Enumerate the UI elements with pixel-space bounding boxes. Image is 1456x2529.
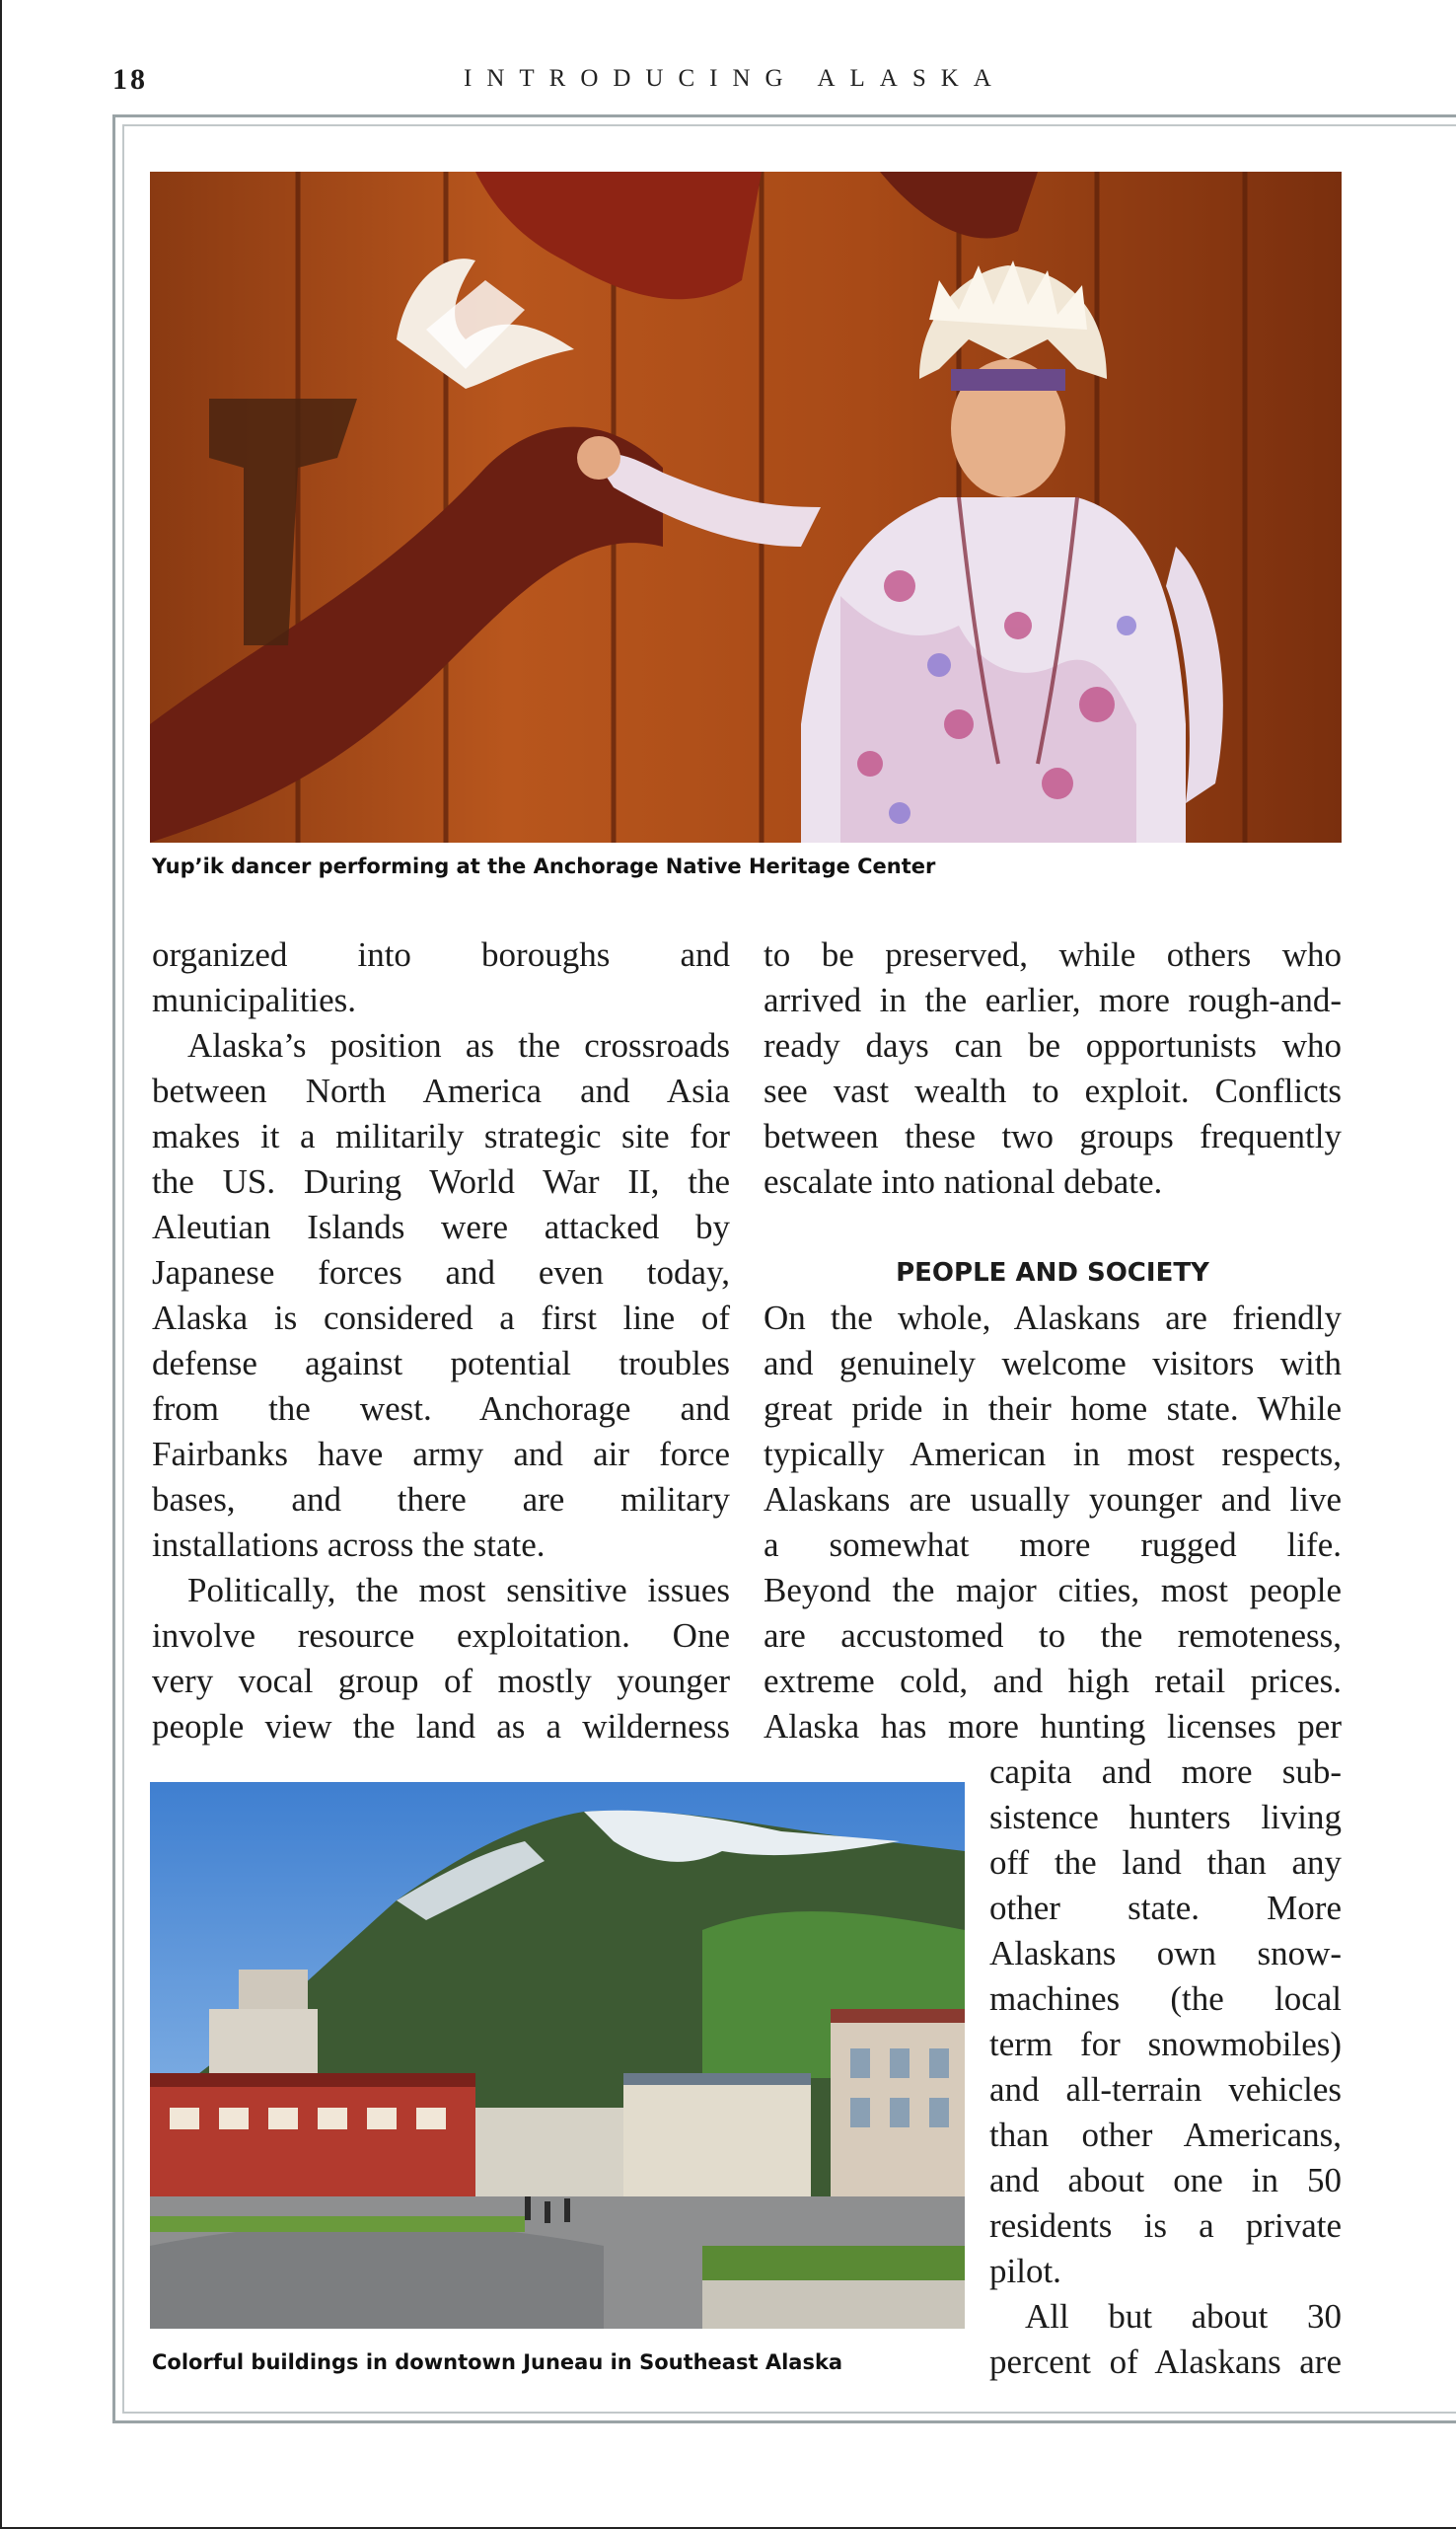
caption-dancer: Yup’ik dancer performing at the Anchorage Native Heritage Center [152, 855, 936, 878]
text-line: term for snowmobiles) [989, 2025, 1342, 2063]
text-line: defense against potential troubles [152, 1344, 730, 1382]
text-line: Fairbanks have army and air force [152, 1435, 730, 1473]
running-title: INTRODUCING ALASKA [464, 65, 1006, 92]
text-line: Beyond the major cities, most people [764, 1571, 1342, 1609]
text-line: other state. More [989, 1889, 1342, 1927]
text-line: organized into boroughs and [152, 935, 730, 974]
dancer-illustration [150, 172, 1342, 843]
text-line: extreme cold, and high retail prices. [764, 1662, 1342, 1700]
text-line: from the west. Anchorage and [152, 1389, 730, 1428]
text-line: makes it a militarily strategic site for [152, 1117, 730, 1155]
section-heading: PEOPLE AND SOCIETY [896, 1258, 1209, 1288]
text-line: and all-terrain vehicles [989, 2070, 1342, 2109]
text-line: see vast wealth to exploit. Conflicts [764, 1072, 1342, 1110]
text-line: between these two groups frequently [764, 1117, 1342, 1155]
text-line: Aleutian Islands were attacked by [152, 1208, 730, 1246]
photo-yupik-dancer [150, 172, 1342, 843]
text-line: between North America and Asia [152, 1072, 730, 1110]
running-head [0, 55, 1456, 105]
text-line: to be preserved, while others who [764, 935, 1342, 974]
page-number: 18 [112, 63, 148, 96]
text-line: bases, and there are military [152, 1480, 730, 1519]
text-line: great pride in their home state. While [764, 1389, 1342, 1428]
text-line: and genuinely welcome visitors with [764, 1344, 1342, 1382]
blank-line [764, 1205, 1342, 1250]
photo-juneau-downtown [150, 1782, 965, 2329]
text-line: sistence hunters living [989, 1798, 1342, 1836]
text-line: Alaska is considered a first line of [152, 1299, 730, 1337]
text-line: people view the land as a wilderness [152, 1707, 730, 1746]
text-line: and about one in 50 [989, 2161, 1342, 2199]
text-line: very vocal group of mostly younger [152, 1662, 730, 1700]
juneau-illustration [150, 1782, 965, 2329]
text-line: Alaskans are usually younger and live [764, 1480, 1342, 1519]
text-line: off the land than any [989, 1843, 1342, 1882]
text-line: residents is a private [989, 2206, 1342, 2245]
text-line: Alaska’s position as the crossroads [187, 1026, 730, 1065]
left-column [152, 932, 730, 1749]
text-line: ready days can be opportunists who [764, 1026, 1342, 1065]
text-line: municipalities. [152, 981, 357, 1019]
text-line: Alaskans own snow- [989, 1934, 1342, 1972]
text-line: involve resource exploitation. One [152, 1616, 730, 1655]
text-line: the US. During World War II, the [152, 1162, 730, 1201]
text-line: installations across the state. [152, 1525, 546, 1564]
text-line: pilot. [989, 2252, 1061, 2290]
text-line: Japanese forces and even today, [152, 1253, 730, 1292]
text-line: percent of Alaskans are [989, 2343, 1342, 2381]
text-line: a somewhat more rugged life. [764, 1525, 1342, 1564]
text-line: are accustomed to the remoteness, [764, 1616, 1342, 1655]
text-line: Alaska has more hunting licenses per [764, 1707, 1342, 1746]
text-line: than other Americans, [989, 2116, 1342, 2154]
text-line: escalate into national debate. [764, 1162, 1163, 1201]
text-line: arrived in the earlier, more rough-and- [764, 981, 1342, 1019]
text-line: typically American in most respects, [764, 1435, 1342, 1473]
caption-juneau: Colorful buildings in downtown Juneau in Southeast Alaska [152, 2350, 843, 2374]
text-line: Politically, the most sensitive issues [187, 1571, 730, 1609]
text-line: On the whole, Alaskans are friendly [764, 1299, 1342, 1337]
text-line: All but about 30 [1025, 2297, 1342, 2336]
text-line: machines (the local [989, 1979, 1342, 2018]
right-column [764, 932, 1342, 1749]
text-line: capita and more sub- [989, 1752, 1342, 1791]
right-column-wrap [989, 1749, 1342, 2385]
